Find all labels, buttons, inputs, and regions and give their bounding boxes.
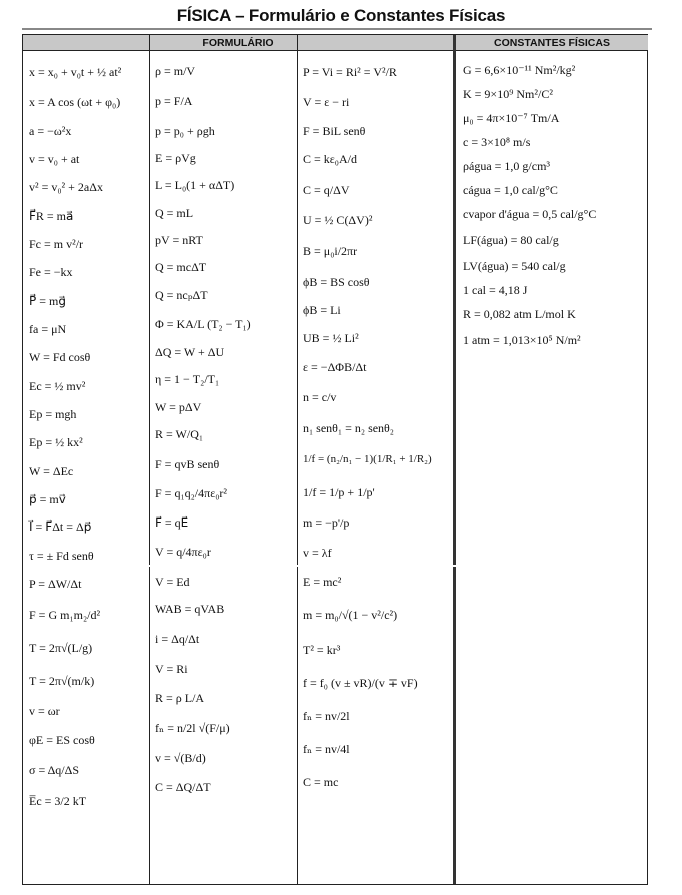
formula: x = A cos (ωt + φ₀) — [29, 95, 121, 109]
formula: L = L₀(1 + αΔT) — [155, 178, 235, 192]
formula: ϕB = BS cosθ — [303, 275, 370, 289]
constant-entry: cágua = 1,0 cal/g°C — [463, 183, 558, 197]
constant-entry: K = 9×10⁹ Nm²/C² — [463, 87, 553, 101]
formula: UB = ½ Li² — [303, 331, 359, 345]
formula: T² = kr³ — [303, 643, 341, 657]
formula: Q = ncₚΔT — [155, 288, 208, 302]
formula: 1/f = (n₂/n₁ − 1)(1/R₁ + 1/R₂) — [303, 453, 432, 465]
formula: Fe = −kx — [29, 265, 73, 279]
formula: W = Fd cosθ — [29, 350, 91, 364]
formula: C = q/ΔV — [303, 183, 350, 197]
constant-entry: c = 3×10⁸ m/s — [463, 135, 531, 149]
constant-entry: G = 6,6×10⁻¹¹ Nm²/kg² — [463, 63, 576, 77]
formula: Fc = m v²/r — [29, 237, 84, 251]
constant-entry: 1 cal = 4,18 J — [463, 283, 528, 297]
formula: V = q/4πε₀r — [155, 545, 211, 559]
constant-entry: μ₀ = 4π×10⁻⁷ Tm/A — [463, 111, 560, 125]
formula: V = Ed — [155, 575, 190, 589]
formula: U = ½ C(ΔV)² — [303, 213, 373, 227]
formula: v = λf — [303, 546, 332, 560]
formula: V = ε − ri — [303, 95, 350, 109]
formula: v² = v₀² + 2aΔx — [29, 180, 103, 194]
formula: Ec = ½ mv² — [29, 379, 86, 393]
formula: W = pΔV — [155, 400, 202, 414]
formula: Ep = ½ kx² — [29, 435, 83, 449]
formula: i = Δq/Δt — [155, 632, 200, 646]
formula: Φ = KA/L (T₂ − T₁) — [155, 317, 251, 331]
formula: f = f₀ (v ± vR)/(v ∓ vF) — [303, 676, 418, 690]
formula: E = ρVg — [155, 151, 196, 165]
formula: I⃗ = F⃗Δt = Δp⃗ — [29, 520, 92, 534]
formula: F = qvB senθ — [155, 457, 220, 471]
formula: ε = −ΔΦB/Δt — [303, 360, 367, 374]
formula: F⃗R = ma⃗ — [29, 209, 74, 223]
formula: T = 2π√(L/g) — [29, 641, 93, 655]
formula: p = F/A — [155, 94, 193, 108]
formula: F = G m₁m₂/d² — [29, 608, 101, 622]
formula: P = ΔW/Δt — [29, 577, 82, 591]
formula: p⃗ = mv⃗ — [29, 492, 66, 506]
formula: B = μ₀i/2πr — [303, 244, 358, 258]
formula: x = x₀ + v₀t + ½ at² — [29, 65, 122, 79]
constant-entry: ρágua = 1,0 g/cm³ — [463, 159, 550, 173]
constant-entry: cvapor d'água = 0,5 cal/g°C — [463, 207, 597, 221]
formula: p = p₀ + ρgh — [155, 124, 215, 138]
formula: F = q₁q₂/4πε₀r² — [155, 486, 228, 500]
page-title: FÍSICA – Formulário e Constantes Físicas — [176, 6, 506, 25]
formula: E = mc² — [303, 575, 342, 589]
formula: C = kε₀A/d — [303, 152, 357, 166]
formula: Ep = mgh — [29, 407, 77, 421]
column-divider — [149, 35, 150, 884]
formula: φE = ES cosθ — [29, 733, 95, 747]
formula: WAB = qVAB — [155, 602, 225, 616]
formula: pV = nRT — [155, 233, 203, 247]
formula: W = ΔEc — [29, 464, 74, 478]
formula: P⃗ = mg⃗ — [29, 294, 66, 308]
formula: σ = Δq/ΔS — [29, 763, 80, 777]
formulas-header: FORMULÁRIO — [23, 35, 453, 51]
formula: fₙ = nv/4l — [303, 742, 350, 756]
formula: fa = μN — [29, 322, 67, 336]
formula-sheet — [22, 34, 648, 885]
formula: Q = mL — [155, 206, 194, 220]
formula: T = 2π√(m/k) — [29, 674, 95, 688]
constants-header: CONSTANTES FÍSICAS — [456, 35, 648, 51]
formula: Q = mcΔT — [155, 260, 207, 274]
formula: η = 1 − T₂/T₁ — [155, 372, 220, 386]
formula: F = BiL senθ — [303, 124, 366, 138]
formula: ρ = m/V — [155, 64, 196, 78]
formula: C = mc — [303, 775, 339, 789]
formula: τ = ± Fd senθ — [29, 549, 94, 563]
formula: v = v₀ + at — [29, 152, 80, 166]
formula: n₁ senθ₁ = n₂ senθ₂ — [303, 421, 394, 435]
formula: m = m₀/√(1 − v²/c²) — [303, 608, 398, 622]
formula: fₙ = n/2l √(F/μ) — [155, 721, 230, 735]
formula-column-thermo-electricity — [155, 53, 295, 882]
formula: v = √(B/d) — [155, 751, 206, 765]
column-divider — [297, 35, 298, 884]
formula: 1/f = 1/p + 1/p' — [303, 485, 375, 499]
formula: R = W/Q₁ — [155, 427, 204, 441]
constant-entry: 1 atm = 1,013×10⁵ N/m² — [463, 333, 581, 347]
formula: n = c/v — [303, 390, 337, 404]
formula: C = ΔQ/ΔT — [155, 780, 211, 794]
formula: E̅c = 3/2 kT — [29, 794, 87, 808]
section-divider — [453, 35, 456, 884]
formula: P = Vi = Ri² = V²/R — [303, 65, 397, 79]
formula: ϕB = Li — [303, 303, 341, 317]
formula: m = −p'/p — [303, 516, 350, 530]
constant-entry: R = 0,082 atm L/mol K — [463, 307, 576, 321]
formula: v = ωr — [29, 704, 60, 718]
title-underline — [22, 28, 652, 30]
formula: a = −ω²x — [29, 124, 72, 138]
formula: ΔQ = W + ΔU — [155, 345, 225, 359]
constants-column — [463, 53, 645, 882]
formula-column-mechanics — [29, 53, 147, 882]
constant-entry: LV(água) = 540 cal/g — [463, 259, 566, 273]
formula: fₙ = nv/2l — [303, 709, 350, 723]
formula: V = Ri — [155, 662, 188, 676]
constant-entry: LF(água) = 80 cal/g — [463, 233, 559, 247]
formula: R = ρ L/A — [155, 691, 205, 705]
formula: F⃗ = qE⃗ — [155, 516, 189, 530]
formula-column-electromagnetism-optics — [303, 53, 451, 882]
